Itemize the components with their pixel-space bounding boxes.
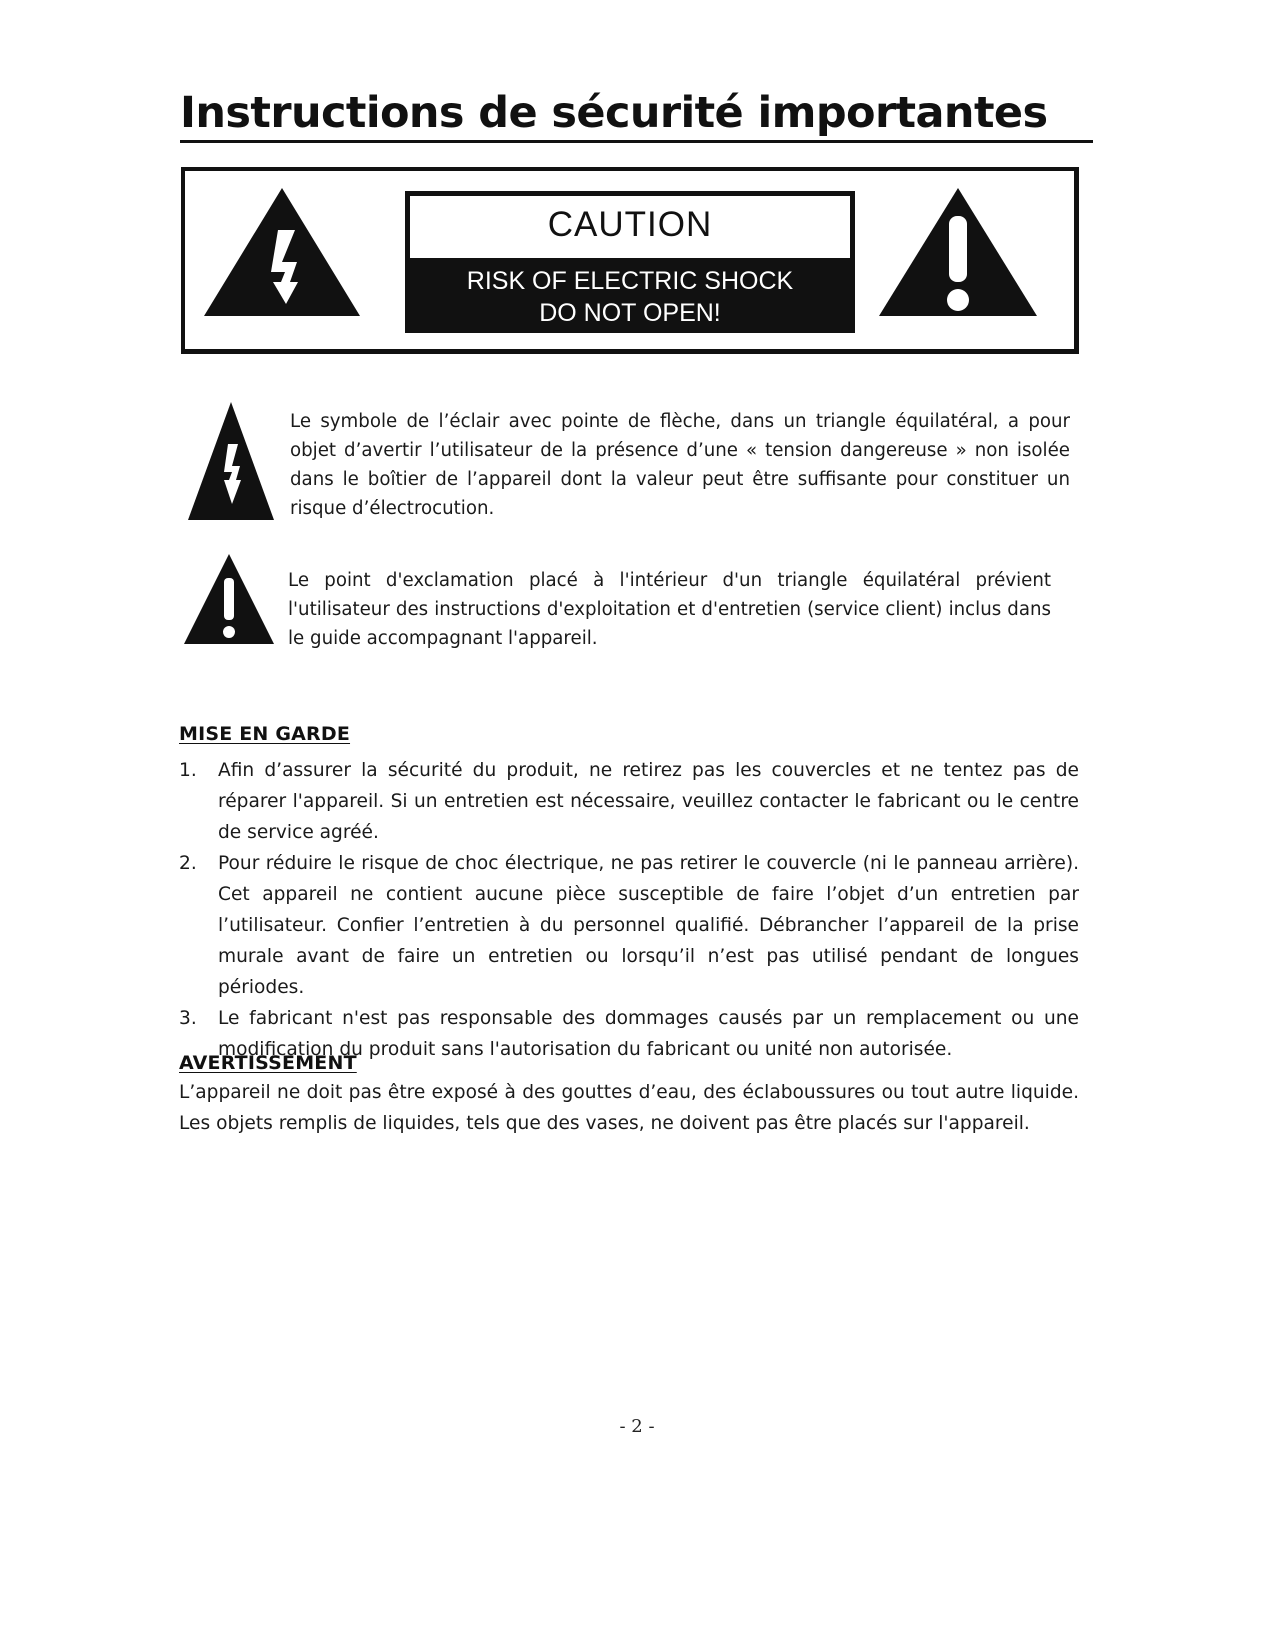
exclamation-triangle-icon xyxy=(182,552,276,646)
list-item xyxy=(179,755,1079,848)
page-title: Instructions de sécurité importantes xyxy=(180,86,1093,143)
lightning-triangle-icon xyxy=(202,186,362,318)
page-number: - 2 - xyxy=(619,1416,655,1437)
caution-heading: CAUTION xyxy=(547,205,713,244)
list-item-number: 1. xyxy=(179,760,197,781)
list-item-number: 3. xyxy=(179,1008,197,1029)
mise-en-garde-heading: MISE EN GARDE xyxy=(179,723,351,745)
avertissement-text: L’appareil ne doit pas être exposé à des gouttes d’eau, des éclaboussures ou tout autre liquide. Les objets remplis de liquides, tels que des vases, ne doivent pas être placés sur l'appareil. xyxy=(179,1082,1079,1134)
caution-line-1: RISK OF ELECTRIC SHOCK xyxy=(466,267,794,295)
mise-en-garde-list xyxy=(179,755,1079,1065)
list-item xyxy=(179,848,1079,1003)
lightning-symbol-description: Le symbole de l’éclair avec pointe de flèche, dans un triangle équilatéral, a pour objet d’avertir l’utilisateur de la présence d’une « tension dangereuse » non isolée dans le boîtier de l’appareil dont la valeur peut être suffisante pour constituer un risque d’électrocution. xyxy=(290,411,1070,519)
list-item-text: Pour réduire le risque de choc électrique, ne pas retirer le couvercle (ni le panneau arrière). Cet appareil ne contient aucune pièce susceptible de faire l’objet d’un entretien par l’utilisateur. Confier l’entretien à du personnel qualifié. Débrancher l’appareil de la prise murale avant de faire un entretien ou lorsqu’il n’est pas utilisé pendant de longues périodes. xyxy=(218,853,1079,998)
list-item-text: Le fabricant n'est pas responsable des dommages causés par un remplacement ou une modification du produit sans l'autorisation du fabricant ou unité non autorisée. xyxy=(218,1008,1079,1060)
caution-warning-block xyxy=(410,258,850,328)
caution-line-2: DO NOT OPEN! xyxy=(539,299,721,327)
exclamation-triangle-icon xyxy=(877,186,1039,318)
avertissement-heading: AVERTISSEMENT xyxy=(179,1052,357,1074)
list-item-text: Afin d’assurer la sécurité du produit, ne retirez pas les couvercles et ne tentez pas de réparer l'appareil. Si un entretien est nécessaire, veuillez contacter le fabricant ou le centre de service agréé. xyxy=(218,760,1079,843)
caution-panel xyxy=(405,191,855,333)
exclamation-symbol-description: Le point d'exclamation placé à l'intérieur d'un triangle équilatéral prévient l'utilisateur des instructions d'exploitation et d'entretien (service client) inclus dans le guide accompagnant l'appareil. xyxy=(288,570,1051,649)
lightning-triangle-icon xyxy=(186,400,276,522)
list-item-number: 2. xyxy=(179,853,197,874)
